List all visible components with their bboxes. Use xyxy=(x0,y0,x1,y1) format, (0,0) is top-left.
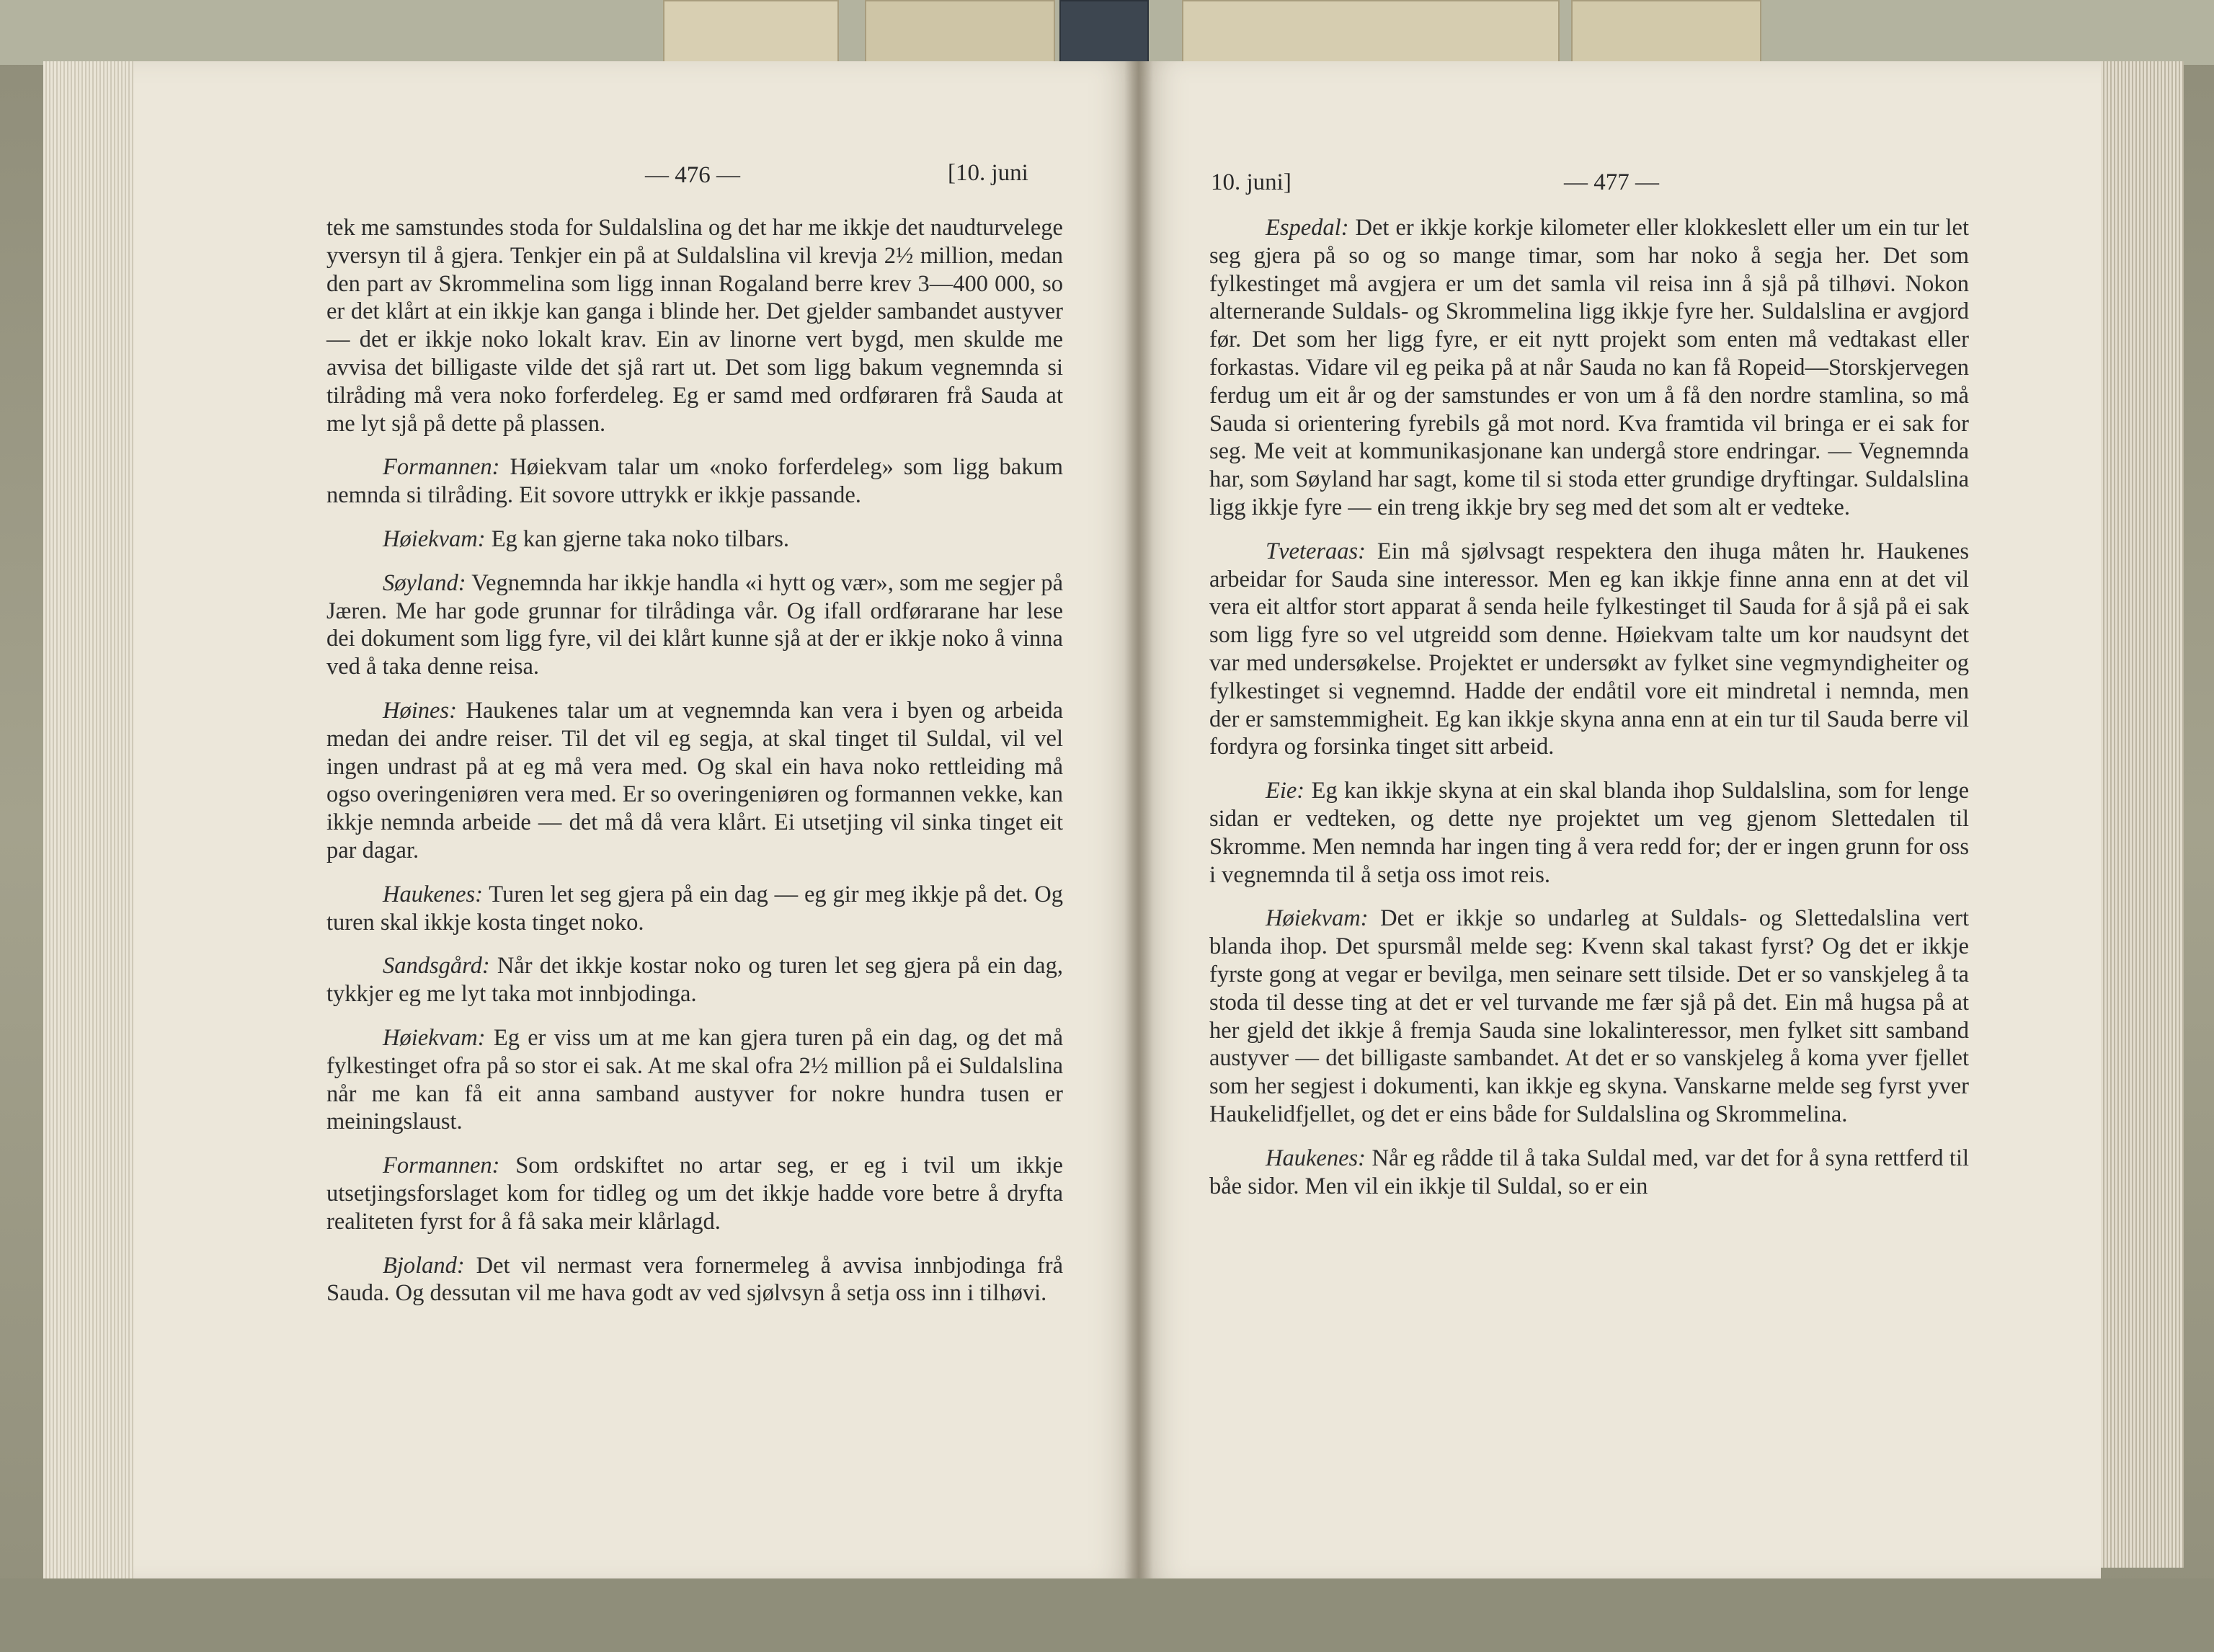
speaker-name: Høiekvam: xyxy=(1266,905,1369,932)
speaker-name: Formannen: xyxy=(383,454,500,481)
speaker-name: Tveteraas: xyxy=(1266,538,1366,564)
speaker-name: Espedal: xyxy=(1266,215,1349,241)
paragraph: Tveteraas: Ein må sjølvsagt respektera den ihuga måten hr. Haukenes arbeidar for Sauda sine interessor. Men eg kan ikkje finne anna enn at det vil vera eit altfor stort apparat å senda heile fylkestinget til Sauda for å sjå på ei sak som ligg fyre so vel utgreidd som denne. Høiekvam talte um kor naudsynt det var med undersøkelse. Projektet er undersøkt av fylket sine vegmyndigheiter og fylkestinget si vegnemnd. Hadde der endåtil vore eit mindretal i nemnda, men der er samstemmigheit. Eg kan ikkje skyna anna enn at ein tur til Sauda berre vil fordyra og forsinka tinget sitt arbeid. xyxy=(1209,538,1969,760)
book-gutter xyxy=(1124,61,1153,1582)
speaker-name: Formannen: xyxy=(383,1153,500,1179)
paragraph: Bjoland: Det vil nermast vera fornermeleg å avvisa innbjodinga frå Sauda. Og dessutan vil me hava godt av ved sjølvsyn å setja oss inn i tilhøvi. xyxy=(326,1252,1063,1307)
right-page xyxy=(1139,61,2101,1582)
speaker-name: Sandsgård: xyxy=(383,953,490,980)
speaker-name: Søyland: xyxy=(383,569,466,596)
paragraph: Høines: Haukenes talar um at vegnemnda kan vera i byen og arbeida medan dei andre reiser. Til det vil eg segja, at skal tinget til Suldal, vil vel ingen undrast på at eg må vera med. Og skal ein hava noko rettleiding må ogso overingeniøren vera med. Er so overingeniøren og formannen vekke, kan ikkje nemnda arbeide — det må då vera klårt. Ei utsetjing vil sinka tinget eit par dagar. xyxy=(326,697,1063,863)
paragraph: Søyland: Vegnemnda har ikkje handla «i hytt og vær», som me segjer på Jæren. Me har gode grunnar for tilrådinga vår. Og ifall ordførarane har lese dei dokument som ligg fyre, vil dei klårt kunne sjå at der er ikkje noko å vinna ved å taka denne reisa. xyxy=(326,569,1063,680)
speaker-name: Bjoland: xyxy=(383,1252,465,1279)
right-text-column xyxy=(1209,214,1969,1216)
paragraph: Høiekvam: Eg kan gjerne taka noko tilbars. xyxy=(383,525,790,552)
paragraph: Høiekvam: Det er ikkje so undarleg at Suldals- og Slettedalslina vert blanda ihop. Det spursmål melde seg: Kvenn skal takast fyrst? Og det er ikkje fyrste gong at vegar er bevilga, men seinare sett tilside. Det er so vanskjeleg å ta stoda til desse ting at det er vel turvande me fær sjå på det. Ein må hugsa på at her gjeld det ikkje å fremja Sauda sine lokalinteressor, men fylket sitt samband austyver — det billigaste sambandet. At det er so vanskjeleg å koma yver fjellet som her segjest i dokumenti, kan ikkje eg skyna. Vanskarne melde seg fyrst yver Haukelidfjellet, og det er eins både for Suldalslina og Skrommelina. xyxy=(1209,905,1970,1127)
paragraph: Høiekvam: Eg er viss um at me kan gjera turen på ein dag, og det må fylkestinget ofra på so stor ei sak. At me skal ofra 2½ million på ei Suldalslina når me kan få eit anna samband austyver for nokre hundra tusen er meiningslaust. xyxy=(326,1024,1064,1135)
page-number: — 477 — xyxy=(1564,169,1659,195)
page-number: — 476 — xyxy=(645,162,740,188)
left-text-column xyxy=(326,214,1063,1323)
paragraph: Eie: Eg kan ikkje skyna at ein skal blanda ihop Suldalslina, som for lenge sidan er vedteken, og dette nye projektet um veg gjenom Slettedalen til Skromme. Men nemnda har ingen ting å vera redd for; der er ingen grunn for oss i vegnemnda til å setja oss imot reis. xyxy=(1209,778,1969,888)
speaker-name: Høiekvam: xyxy=(383,525,486,552)
paragraph: Formannen: Høiekvam talar um «noko forferdeleg» som ligg bakum nemnda si tilråding. Eit sovore uttrykk er ikkje passande. xyxy=(326,454,1063,509)
speaker-name: Høiekvam: xyxy=(383,1024,486,1051)
scan-background-bottom xyxy=(0,1578,2214,1652)
speaker-name: Eie: xyxy=(1266,778,1305,804)
paragraph: Haukenes: Turen let seg gjera på ein dag — eg gir meg ikkje på det. Og turen skal ikkje kosta tinget noko. xyxy=(326,881,1063,936)
paragraph: Haukenes: Når eg rådde til å taka Suldal med, var det for å syna rettferd til båe sidor. Men vil ein ikkje til Suldal, so er ein xyxy=(1209,1145,1969,1199)
left-page xyxy=(133,61,1139,1582)
speaker-name: Haukenes: xyxy=(1266,1145,1366,1171)
paragraph: tek me samstundes stoda for Suldalslina og det har me ikkje det naudturvelege yversyn til å gjera. Tenkjer ein på at Suldalslina vil krevja 2½ million, medan den part av Skrommelina som ligg innan Rogaland berre krev 3—400 000, so er det klårt at ein ikkje kan ganga i blinde her. Det gjelder sambandet austyver — det er ikkje noko lokalt krav. Ein av linorne vert bygd, men skulde me avvisa det billigaste vilde det sjå rart ut. Det som ligg bakum vegnemnda si tilråding må vera noko forferdeleg. Eg er samd med ordføraren frå Sauda at me lyt sjå på dette på plassen. xyxy=(326,215,1063,437)
page-edges-right xyxy=(2090,61,2184,1568)
page-date: 10. juni] xyxy=(1211,169,1292,195)
paragraph: Espedal: Det er ikkje korkje kilometer eller klokkeslett eller um ein tur let seg gjera på so og so mange timar, som har noko å segja her. Det som fylkestinget må avgjera er um det samla vil reisa inn å sjå på tilhøvi. Nokon alternerande Suldals- og Skrommelina ligg ikkje fyre her. Suldalslina er avgjord før. Det som her ligg fyre, er eit nytt projekt som enten må vedtakast eller forkastas. Vidare vil eg peika på at når Sauda no kan få Ropeid—Storskjervegen ferdug um eit år og der samstundes er von um å få den nordre stamlina, so må Sauda si orientering fyrebils gå mot nord. Kva framtida vil bringa er ei sak for seg. Me veit at kommunikasjonane kan undergå store endringar. — Vegnemnda har, som Søyland har sagt, kome til si stoda etter grundige dryftingar. Suldalslina ligg ikkje fyre — ein treng ikkje bry seg med det som alt er vedteke. xyxy=(1209,215,1969,520)
speaker-name: Haukenes: xyxy=(383,881,483,907)
paragraph: Sandsgård: Når det ikkje kostar noko og turen let seg gjera på ein dag, tykkjer eg me lyt taka mot innbjodinga. xyxy=(326,953,1063,1008)
speaker-name: Høines: xyxy=(383,697,457,724)
page-date: [10. juni xyxy=(948,160,1028,186)
paragraph: Formannen: Som ordskiftet no artar seg, er eg i tvil um ikkje utsetjingsforslaget kom for tidleg og um det ikkje hadde vore betre å dryfta realiteten fyrst for å få saka meir klårlagd. xyxy=(326,1153,1063,1235)
